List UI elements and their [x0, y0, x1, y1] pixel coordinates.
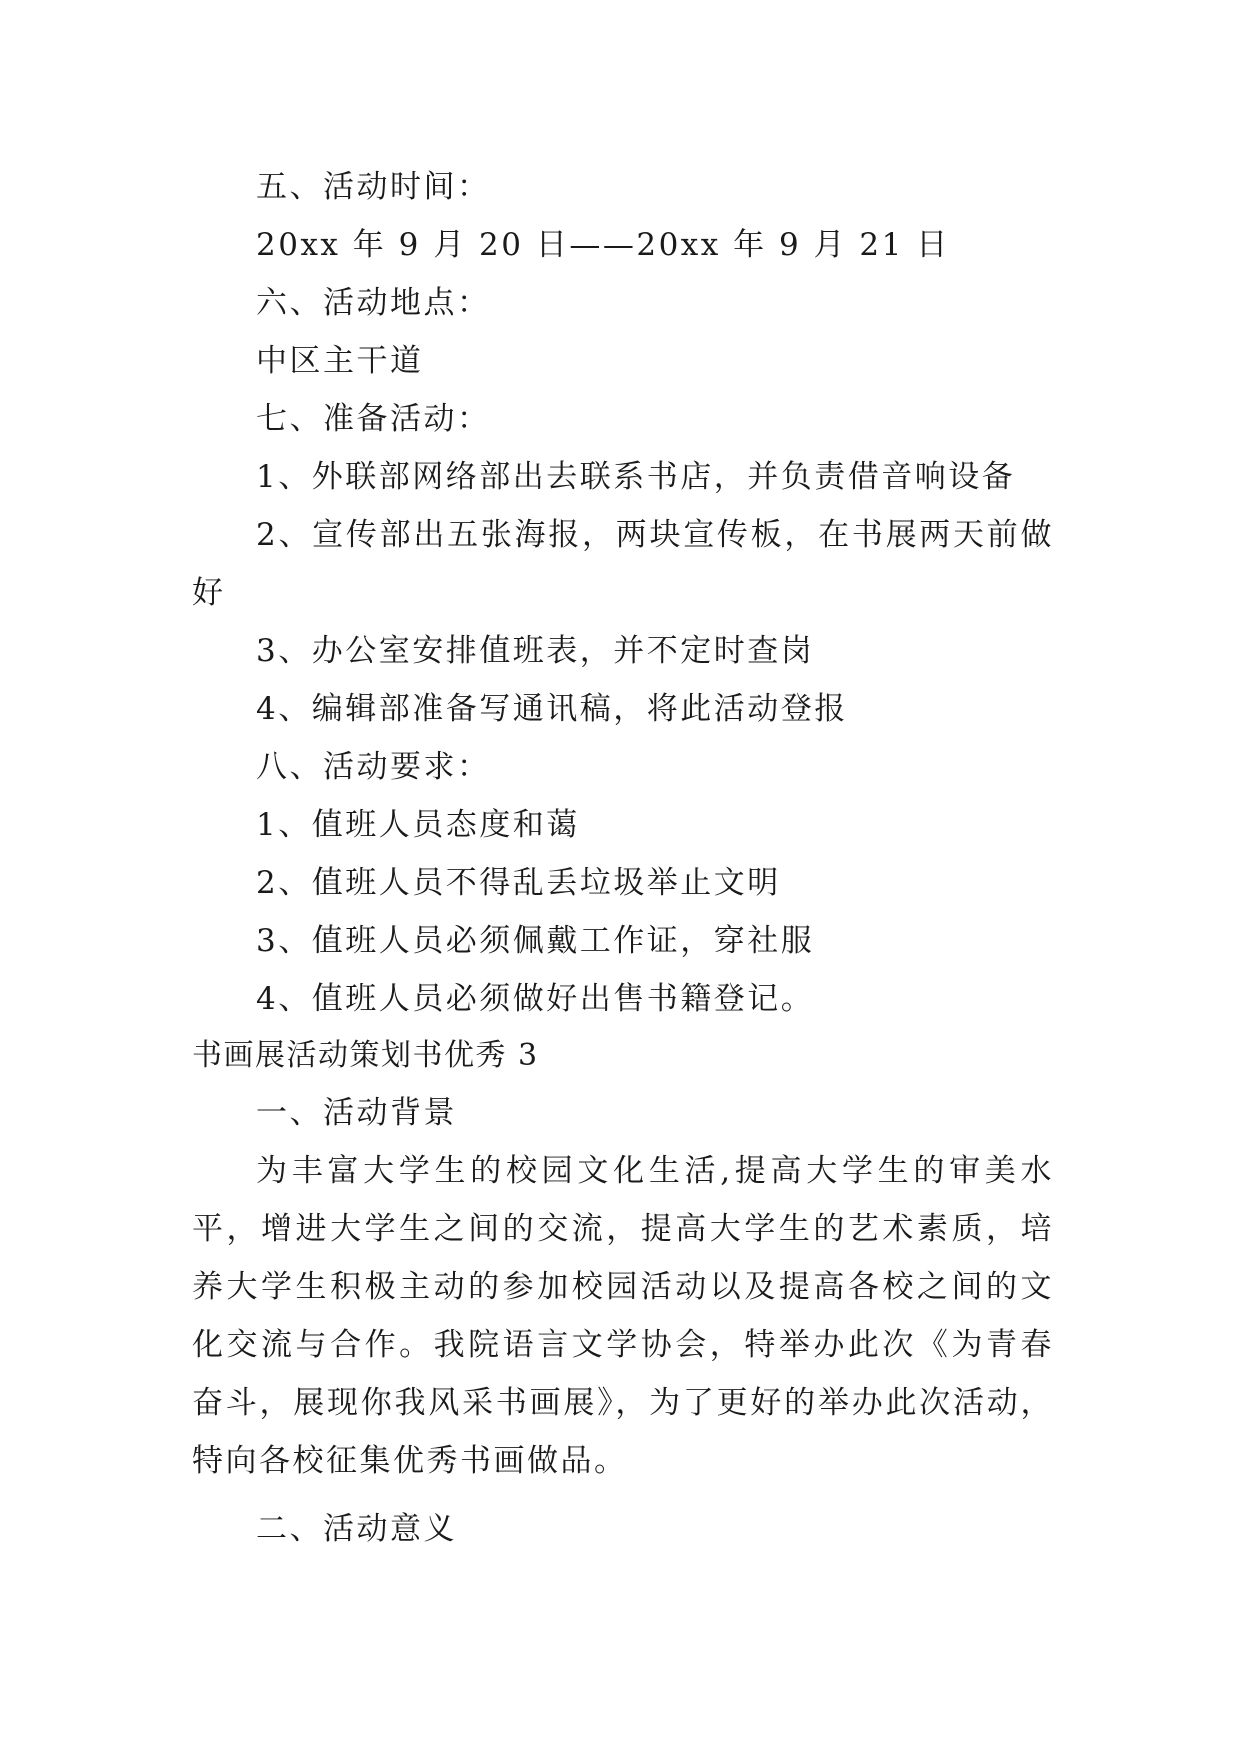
heading-requirements: 八、活动要求：	[256, 749, 491, 785]
preparation-item-1: 1、外联部网络部出去联系书店，并负责借音响设备	[256, 459, 1016, 495]
activity-location-value: 中区主干道	[256, 343, 424, 379]
preparation-item-3: 3、办公室安排值班表，并不定时查岗	[256, 633, 815, 669]
section-title: 书画展活动策划书优秀 3	[192, 1038, 539, 1073]
heading-activity-location: 六、活动地点：	[256, 285, 491, 321]
requirement-item-3: 3、值班人员必须佩戴工作证，穿社服	[256, 923, 815, 959]
heading-preparation: 七、准备活动：	[256, 401, 491, 437]
requirement-item-2: 2、值班人员不得乱丢垃圾举止文明	[256, 865, 781, 901]
requirement-item-1: 1、值班人员态度和蔼	[256, 807, 580, 843]
requirement-item-4: 4、值班人员必须做好出售书籍登记。	[256, 981, 815, 1017]
heading-activity-time: 五、活动时间：	[256, 169, 491, 205]
document-body	[192, 158, 1054, 1558]
heading-meaning: 二、活动意义	[256, 1511, 457, 1547]
background-paragraph: 为丰富大学生的校园文化生活,提高大学生的审美水平，增进大学生之间的交流，提高大学生的艺术素质，培养大学生积极主动的参加校园活动以及提高各校之间的文化交流与合作。我院语言文学协会，特举办此次《为青春奋斗，展现你我风采书画展》，为了更好的举办此次活动，特向各校征集优秀书画做品。	[192, 1153, 1054, 1479]
activity-time-value: 20xx 年 9 月 20 日——20xx 年 9 月 21 日	[256, 227, 950, 263]
preparation-item-2: 2、宣传部出五张海报，两块宣传板，在书展两天前做好	[192, 517, 1054, 611]
heading-background: 一、活动背景	[256, 1095, 457, 1131]
preparation-item-4: 4、编辑部准备写通讯稿，将此活动登报	[256, 691, 848, 727]
